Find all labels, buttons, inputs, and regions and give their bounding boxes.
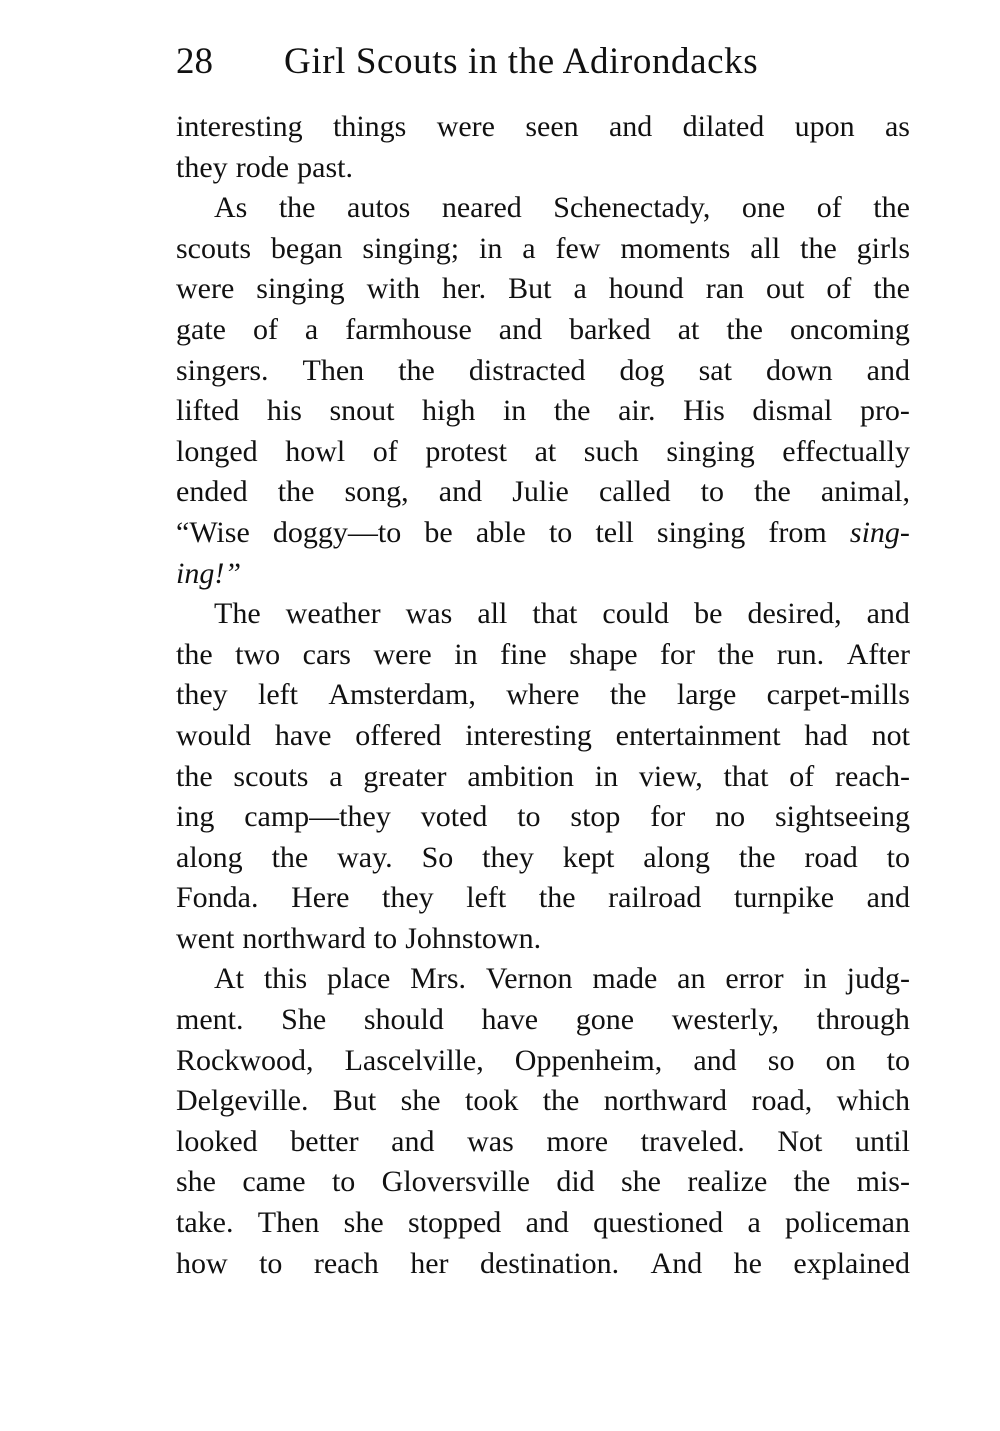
word: he [733,1246,762,1280]
word: they [176,150,228,184]
word: for [660,637,696,671]
word: lifted [176,394,240,428]
word: cars [302,637,351,671]
word: Then [257,1206,320,1240]
word: better [290,1124,359,1158]
word: and [866,597,910,631]
word: Here [291,881,350,915]
word: that [723,759,769,793]
word: to [259,1246,283,1280]
word: and [866,881,910,915]
word: would [176,718,251,752]
word: carpet-mills [766,678,910,712]
word: singing [256,272,345,306]
word: the [176,637,213,671]
word: interesting [465,718,592,752]
word: were [373,637,432,671]
text-line [176,554,910,595]
word: seen [525,110,579,143]
text-line [176,107,910,148]
word: a [304,312,319,346]
word: of [372,434,398,468]
word: the [717,637,755,671]
word: barked [569,312,651,346]
word: along [176,840,243,874]
word: way. [337,840,393,874]
text-line [176,757,910,798]
word: and [525,1206,569,1240]
word: Not [777,1124,823,1158]
text-line [176,1203,910,1244]
word: no [715,800,746,834]
word: she [621,1165,661,1199]
text-line [176,675,910,716]
word: the [793,1165,831,1199]
word: the [553,394,591,428]
word: of [789,759,815,793]
word: the [738,840,776,874]
word: view, [638,759,703,793]
word: At [214,962,244,996]
word: left [466,881,507,915]
text-line [176,635,910,676]
word: gate [176,312,226,346]
word: high [422,394,476,428]
word: the [176,759,213,793]
word: at [677,312,700,346]
word: went [176,921,235,955]
word: with [366,272,420,306]
word: the [271,840,309,874]
word: As [214,191,248,225]
word: tell [595,515,634,549]
word: camp—they [244,800,391,834]
word: they [176,678,228,712]
word: left [258,678,298,712]
word: along [643,840,710,874]
word: was [467,1124,514,1158]
word: a [573,272,587,306]
word: Gloversville [381,1165,530,1199]
word: to [700,475,725,509]
book-title: Girl Scouts in the Adirondacks [284,41,759,82]
word: singing [656,515,746,549]
word: an [677,962,706,996]
word: the [609,678,647,712]
italic-word: ing!” [176,556,242,590]
word: the [277,475,315,509]
word: reach- [835,759,910,793]
text-line [176,1041,910,1082]
word: in [454,637,478,671]
word: more [546,1124,609,1158]
word: ambition [467,759,574,793]
text-line [176,472,910,513]
word: she [343,1206,384,1240]
word: greater [363,759,447,793]
word: in [479,231,503,265]
word: singing; [362,231,460,265]
word: gone [575,1003,635,1037]
word: a [522,231,536,265]
word: The [214,597,261,631]
word: down [765,353,833,387]
word: such [583,434,639,468]
word: be [424,515,453,549]
word: all [477,597,508,631]
text-line [176,391,910,432]
word: were [176,272,235,306]
word: singing [666,434,755,468]
word: effectually [782,434,910,468]
word: snout [329,394,395,428]
word: to [373,921,398,955]
word: not [871,718,910,752]
word: moments [620,231,731,265]
word: and [391,1124,435,1158]
word: at [534,434,557,468]
word: able [475,515,526,549]
word: run. [776,637,825,671]
word: Oppenheim, [514,1043,663,1077]
text-line [176,310,910,351]
word: where [506,678,580,712]
word: they [382,881,434,915]
text-line [176,1000,910,1041]
word: ing [176,800,215,834]
word: and [693,1043,737,1077]
word: take. [176,1206,234,1240]
word: mis- [856,1165,910,1199]
word: how [176,1246,228,1280]
word: to [548,515,573,549]
word: was [405,597,453,631]
word: northward [603,1084,728,1118]
word: Lascelville, [344,1043,484,1077]
word: howl [285,434,346,468]
word: ran [705,272,745,306]
word: scouts [233,759,309,793]
text-line [176,797,910,838]
word: Schenectady, [553,191,711,225]
word: stopped [407,1206,502,1240]
word: did [556,1165,595,1199]
word: the [800,231,837,265]
word: to [331,1165,356,1199]
word: out [766,272,805,306]
word: few [555,231,601,265]
word: in [502,394,527,428]
word: large [676,678,737,712]
word: dismal [752,394,833,428]
word: began [270,231,343,265]
word: the [398,353,435,387]
word: that [532,597,578,631]
word: she [176,1165,216,1199]
word: questioned [593,1206,724,1240]
text-line [176,269,910,310]
word: two [235,637,281,671]
word: the [873,191,910,225]
word: road, [751,1084,813,1118]
word: called [598,475,671,509]
word: oncoming [789,312,910,346]
word: took [464,1084,519,1118]
word: So [421,840,454,874]
word: past. [297,150,353,184]
text-line [176,959,910,1000]
word: policeman [785,1206,910,1240]
word: animal, [820,475,910,509]
word: westerly, [671,1003,779,1037]
word: to [886,840,910,874]
text-line [176,148,910,189]
word: ended [176,475,248,509]
word: all [750,231,781,265]
word: the [278,191,316,225]
text-line [176,1081,910,1122]
word: road [804,840,858,874]
word: explained [793,1246,910,1280]
word: singers. [176,353,269,387]
word: were [436,110,495,143]
word: place [327,962,391,996]
word: Amsterdam, [328,678,476,712]
word: fine [500,637,547,671]
word: But [332,1084,377,1118]
word: Fonda. [176,881,259,915]
word: have [274,718,332,752]
word: her. [441,272,487,306]
text-line [176,919,910,960]
word: Julie [512,475,569,509]
word: song, [344,475,409,509]
text-line [176,1244,910,1285]
word: judg- [846,962,910,996]
word: air. [618,394,656,428]
text-line [176,351,910,392]
word: “Wise [176,515,250,549]
word: and [608,110,653,143]
word: a [747,1206,761,1240]
word: Vernon [485,962,573,996]
word: scouts [176,231,251,265]
word: which [836,1084,910,1118]
text-line [176,513,910,554]
text-line [176,432,910,473]
page-number: 28 [176,41,213,82]
word: one [741,191,786,225]
running-head [176,38,916,86]
word: her [410,1246,449,1280]
word: in [803,962,827,996]
word: the [754,475,791,509]
word: a [329,759,343,793]
word: the [538,881,576,915]
word: sat [698,353,732,387]
text-line [176,1162,910,1203]
word: interesting [176,110,303,143]
word: farmhouse [345,312,472,346]
word: doggy—to [272,515,402,549]
word: hound [608,272,684,306]
word: ment. [176,1003,244,1037]
body-text [176,107,910,1284]
word: neared [441,191,522,225]
word: dilated [682,110,765,143]
word: realize [687,1165,768,1199]
word: from [768,515,827,549]
word: until [854,1124,910,1158]
word: After [846,637,910,671]
word: to [886,1043,910,1077]
word: autos [347,191,411,225]
word: kept [562,840,615,874]
text-line [176,878,910,919]
word: be [694,597,723,631]
word: And [650,1246,703,1280]
word: she [400,1084,441,1118]
word: for [650,800,686,834]
word: Then [302,353,365,387]
word: shape [569,637,638,671]
word: Mrs. [410,962,467,996]
word: through [816,1003,910,1037]
word: and [866,353,910,387]
word: Delgeville. [176,1084,309,1118]
word: had [804,718,848,752]
word: sightseeing [774,800,910,834]
word: his [266,394,302,428]
word: looked [176,1124,258,1158]
word: girls [856,231,910,265]
word: things [332,110,407,143]
word: came [242,1165,306,1199]
word: She [281,1003,327,1037]
word: the [542,1084,580,1118]
word: of [826,272,852,306]
word: the [873,272,910,306]
word: and [498,312,543,346]
word: destination. [479,1246,620,1280]
word: But [508,272,552,306]
italic-word: sing- [849,515,910,549]
word: northward [242,921,366,955]
word: in [594,759,619,793]
text-line [176,188,910,229]
word: have [481,1003,539,1037]
word: this [263,962,308,996]
word: error [725,962,784,996]
word: His [683,394,725,428]
word: protest [425,434,507,468]
word: stop [570,800,621,834]
word: Rockwood, [176,1043,314,1077]
word: rode [235,150,290,184]
word: to [517,800,541,834]
word: dog [619,353,665,387]
text-line [176,838,910,879]
word: as [884,110,910,143]
word: distracted [468,353,586,387]
word: the [726,312,763,346]
word: desired, [747,597,842,631]
text-line [176,594,910,635]
word: upon [794,110,855,143]
text-line [176,1122,910,1163]
word: weather [285,597,381,631]
word: entertainment [615,718,781,752]
word: of [816,191,842,225]
text-line [176,716,910,757]
word: longed [176,434,258,468]
word: they [482,840,534,874]
word: made [592,962,658,996]
word: Johnstown. [405,921,542,955]
word: turnpike [734,881,835,915]
word: on [825,1043,856,1077]
word: of [252,312,278,346]
word: should [363,1003,444,1037]
text-line [176,229,910,270]
word: could [602,597,670,631]
word: railroad [608,881,702,915]
word: offered [355,718,442,752]
word: so [767,1043,795,1077]
word: and [438,475,483,509]
word: reach [313,1246,379,1280]
word: pro- [859,394,910,428]
word: traveled. [640,1124,745,1158]
word: voted [420,800,488,834]
